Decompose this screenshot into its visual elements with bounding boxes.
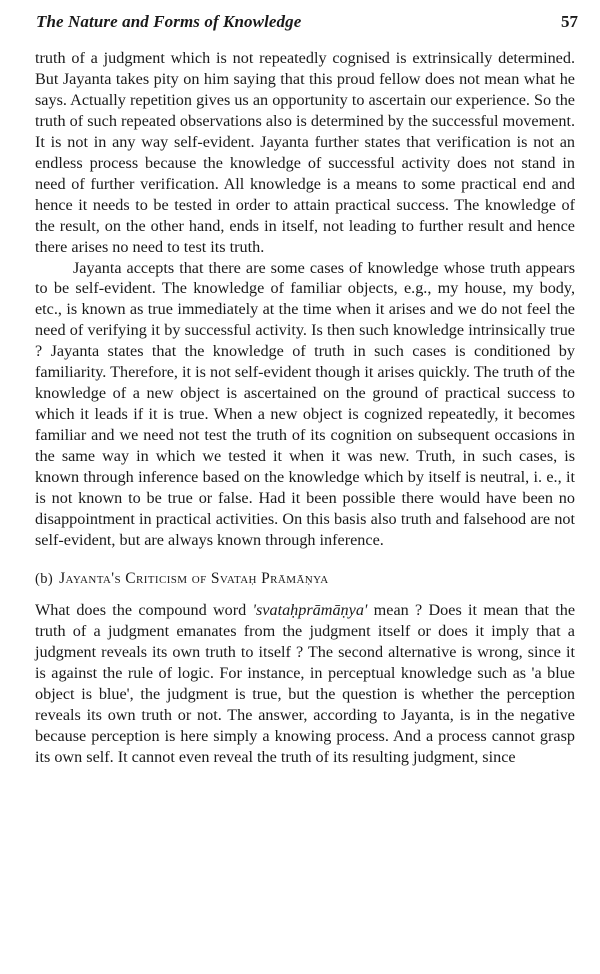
paragraph-familiar-objects: Jayanta accepts that there are some cases of knowledge whose truth appears to be self-evident. The knowledge of familiar objects, e.g., my house, my body, etc., is known as true immediately at the time when it arises and we do not feel the need of verifying it by successful activity. Is then such knowledge intrinsically true ? Jayanta states that the knowledge of truth in such cases is conditioned by familiarity. Therefore, it is not self-evident though it arises quickly. The truth of the knowledge of a new object is ascertained on the ground of practical success to which it leads if it is true. When a new object is cognized repeatedly, it becomes familiar and we need not test the truth of its cognition on subsequent occasions in the same way in which we tested it when it was new. Truth, in such cases, is known through inference based on the knowledge which by itself is neutral, i. e., it is not known to be true or false. Had it been possible there would have been no disappointment in practical activities. On this basis also truth and falsehood are not self-evident, but are always known through inference. xyxy=(35,258,575,549)
text-segment: What does the compound word xyxy=(35,600,253,619)
page-number: 57 xyxy=(561,12,578,31)
text-segment: mean ? Does it mean that the truth of a judgment emanates from the judgment itself or does it imply that a judgment reveals its own truth to itself ? The second alternative is wrong, since it is against the rule of logic. For instance, in perceptual knowledge such as 'a blue object is blue', the judgment is true, but the question is whether the perception reveals its own truth or not. The answer, according to Jayanta, is in the negative because perception is here simply a knowing process. And a process cannot grasp its own self. It cannot even reveal the truth of its resulting judgment, since xyxy=(35,600,576,766)
sanskrit-term: 'svataḥprāmāṇya' xyxy=(252,600,368,619)
body-text xyxy=(35,48,575,767)
section-title: Jayanta's Criticism of Svataḥ Prāmāṇya xyxy=(59,569,329,587)
paragraph-svatah-pramanya xyxy=(35,600,575,768)
paragraph-continuation: truth of a judgment which is not repeatedly cognised is extrinsically determined. But Jayanta takes pity on him saying that this proud fellow does not mean what he says. Actually repetition gives us an opportunity to ascertain our experience. So the truth of such repeated observations also is determined by the successful movement. It is not in any way self-evident. Jayanta further states that verification is not an endless process because the knowledge of successful activity does not stand in need of further verification. All knowledge is a means to some practical end and hence it needs to be tested in order to attain practical success. The knowledge of the result, on the other hand, ends in itself, not leading to further result and hence there arises no need to test its truth. xyxy=(35,49,575,256)
section-heading xyxy=(35,569,575,590)
running-header xyxy=(36,12,578,38)
running-title: The Nature and Forms of Knowledge xyxy=(36,12,302,31)
section-label: (b) xyxy=(35,570,54,587)
